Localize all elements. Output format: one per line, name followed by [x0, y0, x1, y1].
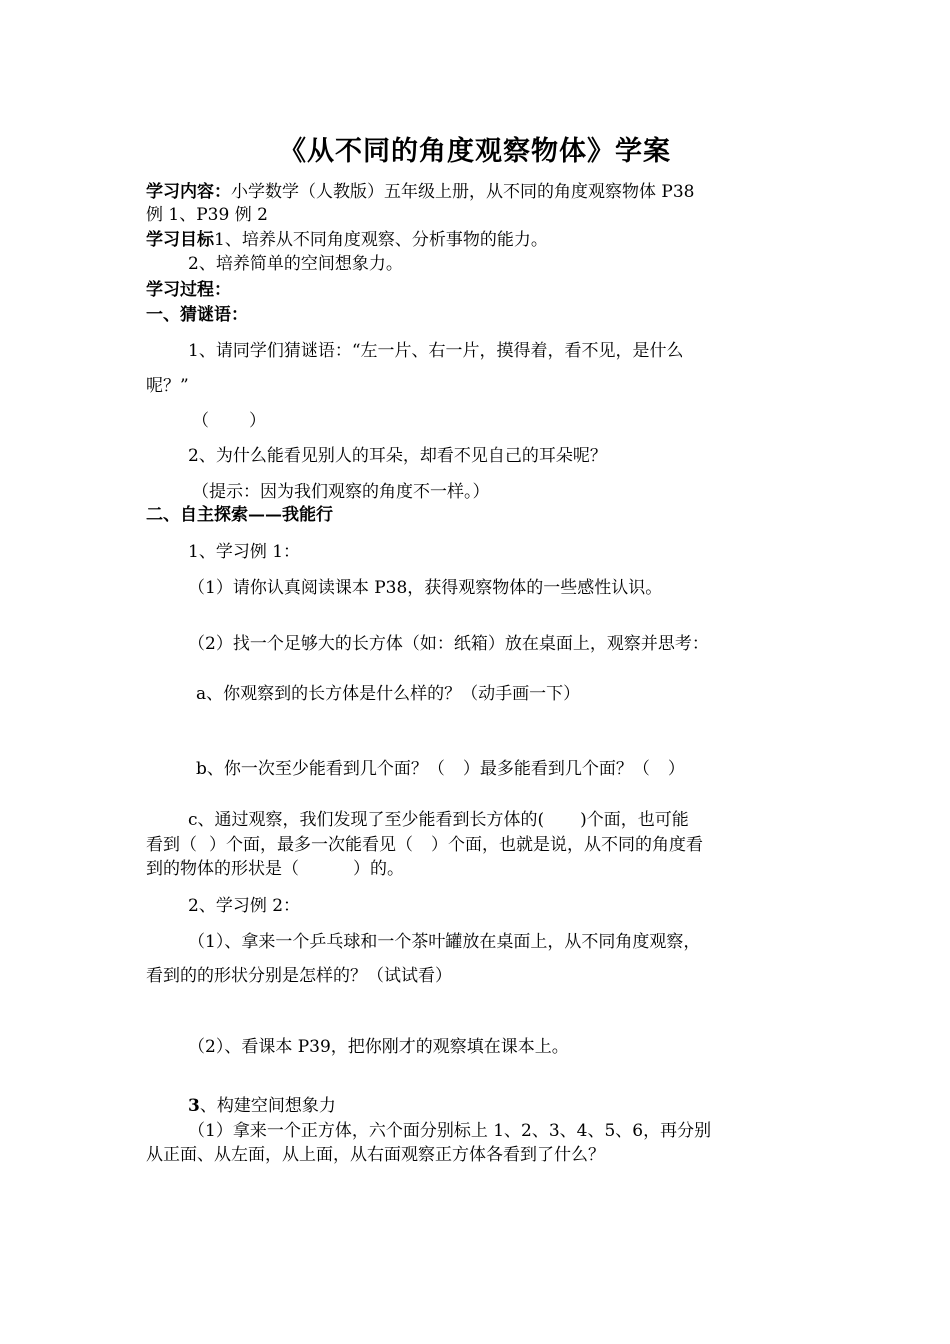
process-label: 学习过程： [146, 280, 231, 300]
hint-text: （提示：因为我们观察的角度不一样。） [192, 482, 490, 502]
goals-line-1: 学习目标1、培养从不同角度观察、分析事物的能力。 [146, 230, 548, 250]
section-3-part-1-line-1: （1）拿来一个正方体，六个面分别标上 1、2、3、4、5、6，再分别 [188, 1121, 712, 1141]
ear-question: 2、为什么能看见别人的耳朵，却看不见自己的耳朵呢？ [188, 446, 607, 466]
example-1-item-b: b、你一次至少能看到几个面？（ ）最多能看到几个面？（ ） [196, 759, 685, 779]
example-1-item-c-line-1: c、通过观察，我们发现了至少能看到长方体的( )个面，也可能 [188, 810, 689, 830]
section-3-heading: 3、构建空间想象力 [188, 1096, 336, 1116]
content-line-2: 例 1、P39 例 2 [146, 205, 268, 225]
riddle-question-line-1: 1、请同学们猜谜语：“左一片、右一片，摸得着，看不见，是什么 [188, 341, 684, 361]
example-2-part-1-line-2: 看到的的形状分别是怎样的？（试试看） [146, 966, 452, 986]
section-2-heading: 二、自主探索——我能行 [146, 505, 333, 525]
example-1-title: 1、学习例 1： [188, 542, 301, 562]
example-1-item-c-line-2: 看到（ ）个面，最多一次能看见（ ）个面，也就是说，从不同的角度看 [146, 835, 703, 855]
example-2-part-1-line-1: （1）、拿来一个乒乓球和一个茶叶罐放在桌面上，从不同角度观察， [188, 932, 701, 952]
section-3-part-1-line-2: 从正面、从左面，从上面，从右面观察正方体各看到了什么？ [146, 1145, 605, 1165]
example-1-part-2: （2）找一个足够大的长方体（如：纸箱）放在桌面上，观察并思考： [188, 634, 709, 654]
example-2-title: 2、学习例 2： [188, 896, 301, 916]
content-line-1: 学习内容：小学数学（人教版）五年级上册，从不同的角度观察物体 P38 [146, 182, 695, 202]
example-1-item-a: a、你观察到的长方体是什么样的？（动手画一下） [196, 684, 581, 704]
example-2-part-2: （2）、看课本 P39，把你刚才的观察填在课本上。 [188, 1037, 569, 1057]
riddle-question-line-2: 呢？” [146, 376, 189, 396]
example-1-part-1: （1）请你认真阅读课本 P38，获得观察物体的一些感性认识。 [188, 578, 663, 598]
document-title: 《从不同的角度观察物体》学案 [279, 136, 671, 167]
section-1-heading: 一、猜谜语： [146, 305, 248, 325]
content-label: 学习内容： [146, 182, 231, 202]
goals-label: 学习目标 [146, 230, 214, 250]
goals-line-2: 2、培养简单的空间想象力。 [188, 254, 403, 274]
example-1-item-c-line-3: 到的物体的形状是（ ）的。 [146, 859, 404, 879]
riddle-answer-blank: （ ） [192, 411, 266, 431]
